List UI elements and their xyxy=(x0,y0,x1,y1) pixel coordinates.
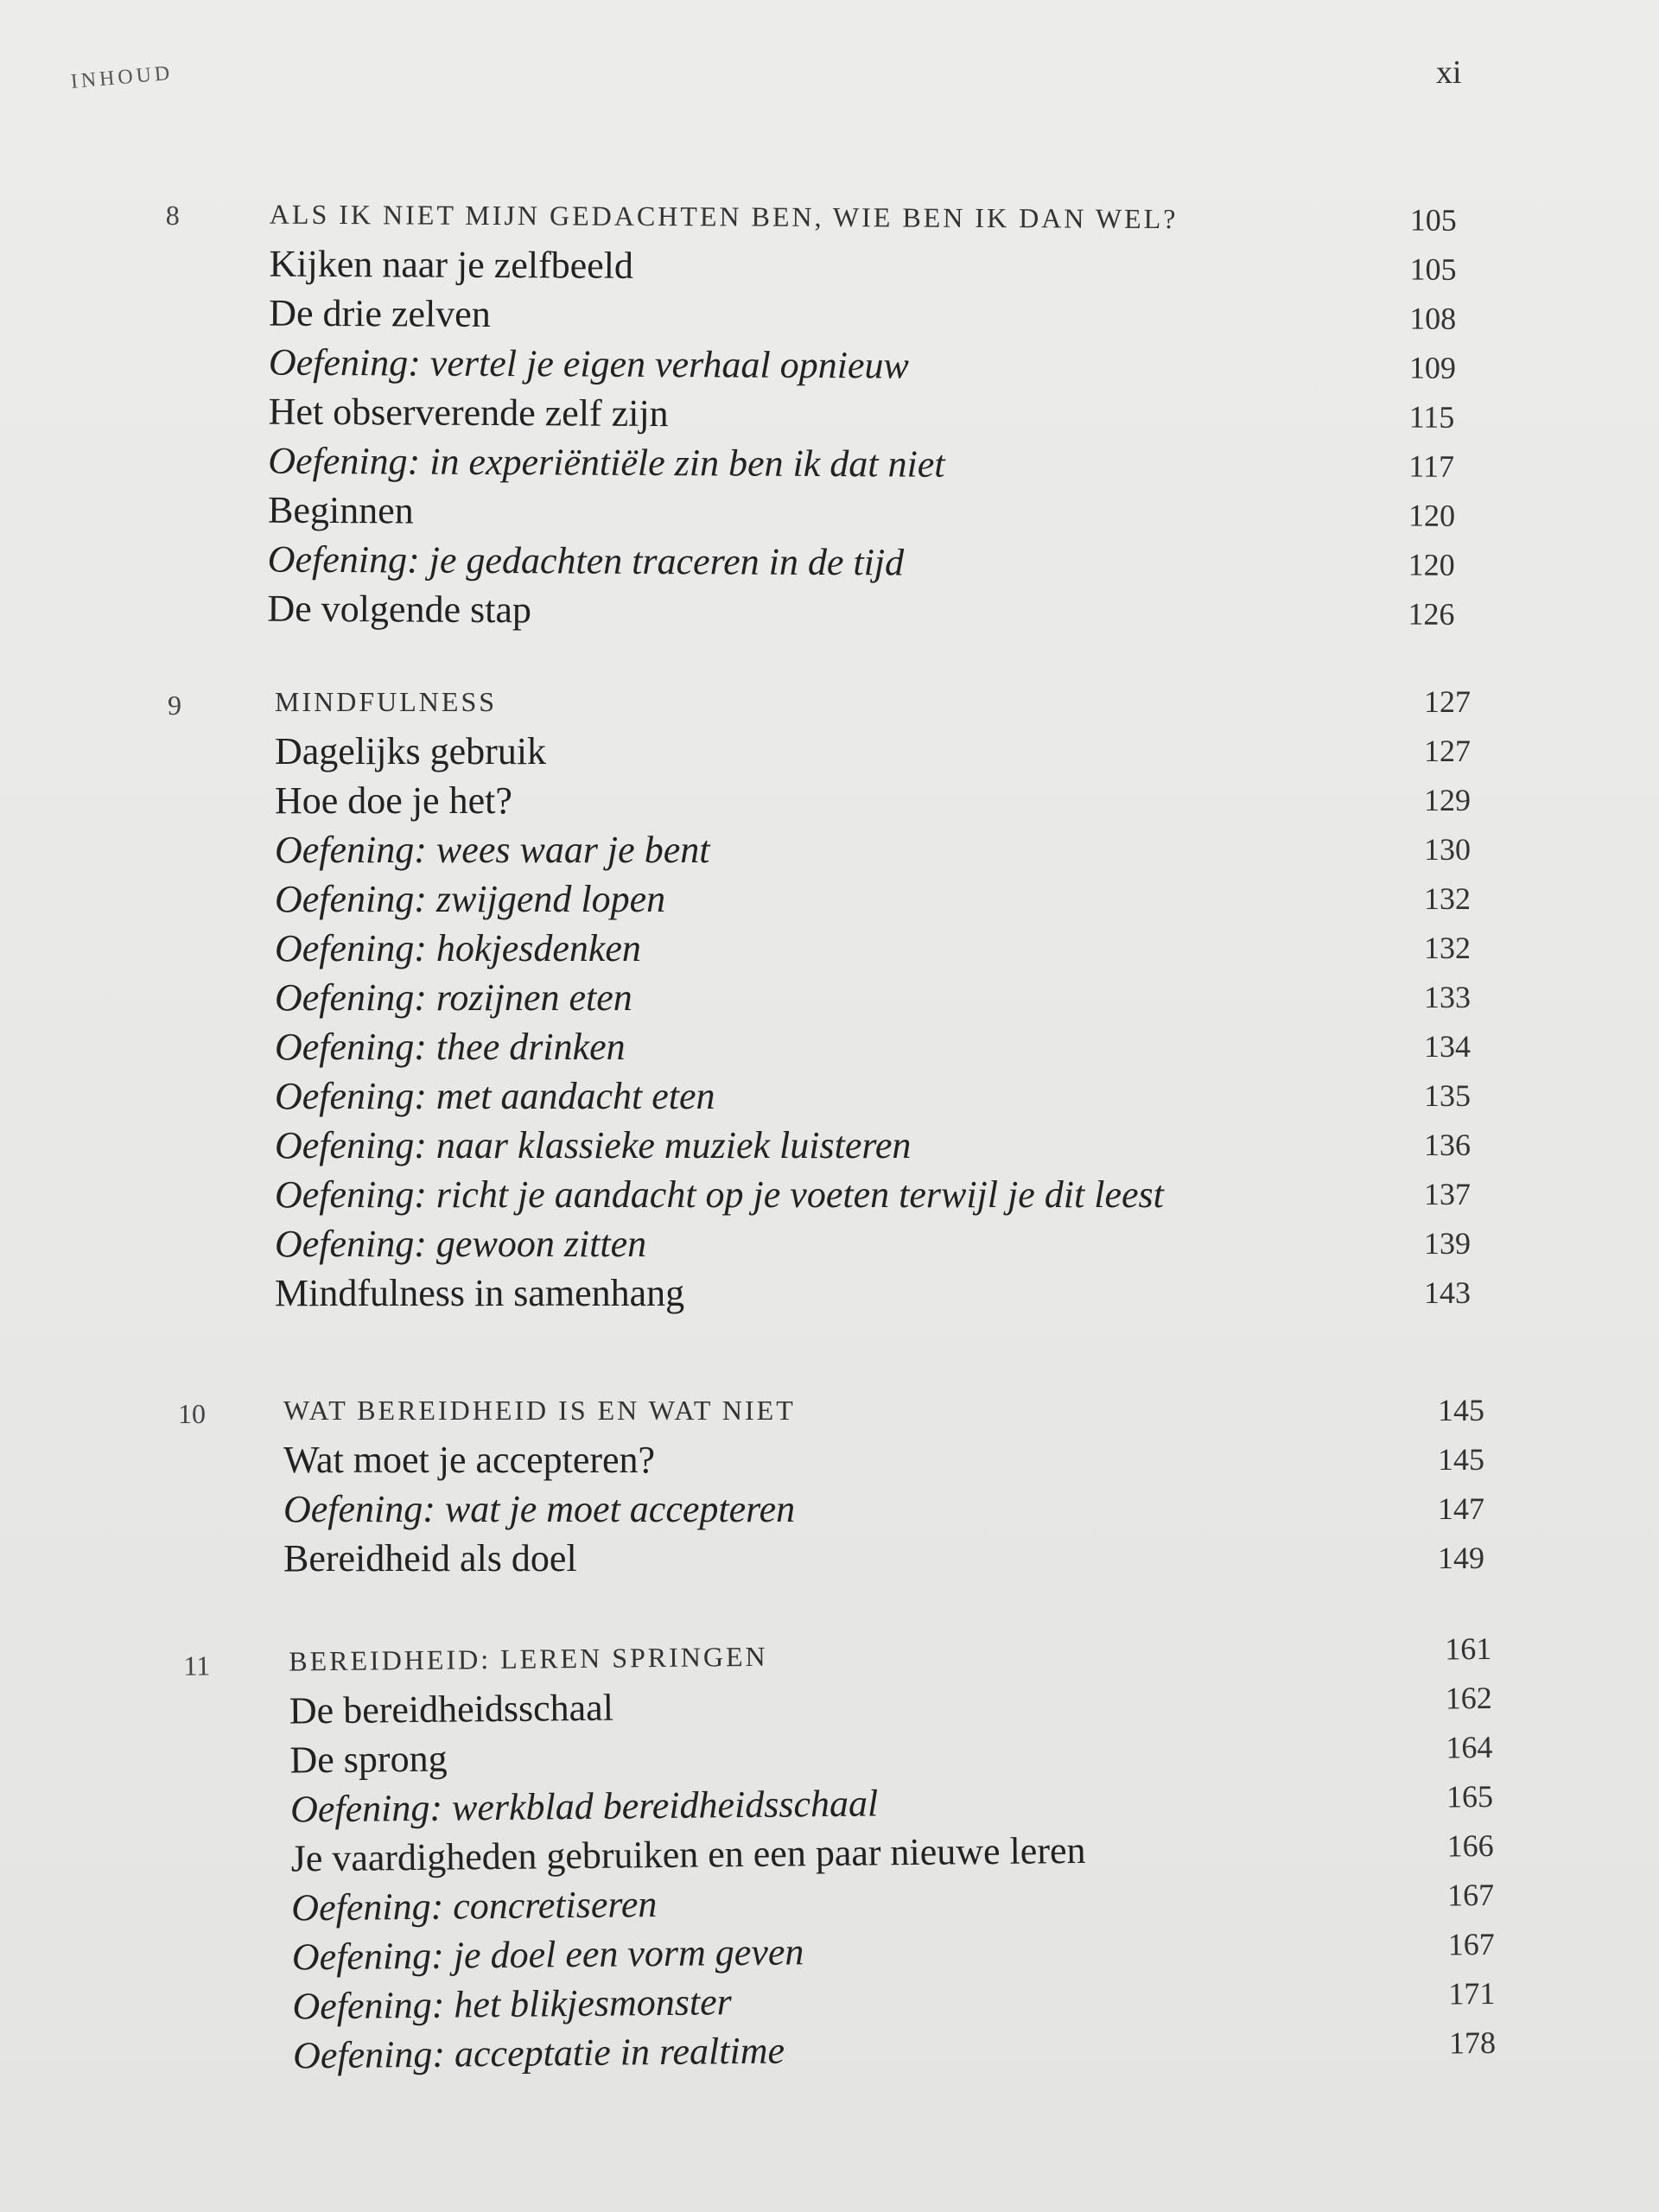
toc-exercise-entry[interactable] xyxy=(0,533,1657,591)
entry-label: Dagelijks gebruik xyxy=(275,730,547,772)
page-ref: 167 xyxy=(1446,1877,1495,1913)
page-ref: 115 xyxy=(1408,399,1455,435)
entry-label: Oefening: in experiëntiële zin ben ik dat niet xyxy=(268,439,945,486)
entry-label: De drie zelven xyxy=(269,291,491,335)
entry-label: De bereidheidsschaal xyxy=(289,1686,614,1732)
page-ref: 149 xyxy=(1438,1541,1484,1575)
page-ref: 136 xyxy=(1424,1128,1471,1162)
entry-label: Kijken naar je zelfbeeld xyxy=(269,242,634,287)
entry-label: Oefening: rozijnen eten xyxy=(275,976,632,1019)
page-ref: 120 xyxy=(1408,547,1455,582)
page-ref: 171 xyxy=(1448,1975,1496,2012)
entry-label: Je vaardigheden gebruiken en een paar nieuwe leren xyxy=(290,1828,1086,1880)
entry-label: Oefening: gewoon zitten xyxy=(275,1223,647,1265)
page-ref: 127 xyxy=(1424,734,1471,768)
entry-label: Oefening: hokjesdenken xyxy=(275,927,641,969)
chapter-11 xyxy=(0,1623,1659,2083)
toc-exercise-entry[interactable] xyxy=(0,825,1659,874)
page-ref: 161 xyxy=(1444,1630,1492,1667)
page-ref: 108 xyxy=(1409,301,1457,336)
page-ref: 166 xyxy=(1446,1827,1494,1864)
chapter-10 xyxy=(0,1386,1659,1583)
page-ref: 162 xyxy=(1445,1680,1493,1716)
page-ref: 167 xyxy=(1447,1926,1495,1962)
toc-exercise-entry[interactable] xyxy=(0,1071,1659,1121)
page-ref: 120 xyxy=(1408,498,1456,533)
chapter-8 xyxy=(0,188,1659,640)
page-ref: 132 xyxy=(1424,931,1471,965)
page-ref: 117 xyxy=(1408,448,1455,484)
toc-exercise-entry[interactable] xyxy=(0,1484,1659,1534)
entry-label: Mindfulness in samenhang xyxy=(275,1272,685,1314)
entry-label: Bereidheid als doel xyxy=(283,1537,577,1580)
toc-entry[interactable] xyxy=(0,1268,1659,1318)
entry-label: Wat moet je accepteren? xyxy=(283,1439,656,1481)
page-ref: 105 xyxy=(1409,202,1457,238)
page-ref: 164 xyxy=(1446,1729,1493,1765)
entry-label: De volgende stap xyxy=(267,587,532,632)
toc-entry[interactable] xyxy=(0,582,1657,640)
toc-entry[interactable] xyxy=(0,776,1659,825)
toc-entry[interactable] xyxy=(0,1435,1659,1484)
toc-exercise-entry[interactable] xyxy=(0,336,1658,394)
toc-exercise-entry[interactable] xyxy=(0,973,1659,1022)
page-ref: 105 xyxy=(1409,251,1457,287)
chapter-title: WAT BEREIDHEID IS EN WAT NIET xyxy=(283,1395,796,1426)
page-ref: 139 xyxy=(1424,1226,1471,1261)
entry-label: Oefening: werkblad bereidheidsschaal xyxy=(289,1782,879,1831)
entry-label: Oefening: acceptatie in realtime xyxy=(292,2029,785,2077)
page-ref: 178 xyxy=(1448,2024,1497,2061)
chapter-number: 11 xyxy=(183,1649,211,1681)
chapter-title-row[interactable] xyxy=(0,677,1659,727)
chapter-title: ALS IK NIET MIJN GEDACHTEN BEN, WIE BEN IK DAN WEL? xyxy=(269,198,1179,235)
toc-exercise-entry[interactable] xyxy=(0,924,1659,973)
page-ref: 132 xyxy=(1424,881,1471,916)
toc-entry[interactable] xyxy=(0,484,1657,542)
page-ref: 147 xyxy=(1438,1491,1484,1526)
toc-exercise-entry[interactable] xyxy=(0,1170,1659,1219)
entry-label: Oefening: naar klassieke muziek luisteren xyxy=(275,1124,912,1166)
toc-entry[interactable] xyxy=(0,385,1658,443)
chapter-title: MINDFULNESS xyxy=(275,686,498,717)
page-ref: 133 xyxy=(1424,980,1471,1014)
chapter-number: 8 xyxy=(165,200,180,232)
page-ref: 165 xyxy=(1446,1778,1494,1815)
page-ref: 130 xyxy=(1424,832,1471,867)
toc-entry[interactable] xyxy=(0,727,1659,776)
page-ref: 126 xyxy=(1408,596,1455,632)
entry-label: Het observerende zelf zijn xyxy=(268,390,669,435)
chapter-number: 10 xyxy=(178,1398,206,1429)
entry-label: Oefening: met aandacht eten xyxy=(275,1075,715,1117)
entry-label: Oefening: het blikjesmonster xyxy=(292,1980,733,2028)
page-number: xi xyxy=(1436,54,1462,91)
entry-label: Oefening: je gedachten traceren in de tijd xyxy=(267,537,905,584)
toc-entry[interactable] xyxy=(0,1534,1659,1583)
chapter-number: 9 xyxy=(168,690,181,721)
entry-label: Oefening: je doel een vorm geven xyxy=(291,1930,804,1979)
entry-label: Oefening: concretiseren xyxy=(291,1883,658,1929)
page-ref: 129 xyxy=(1424,783,1471,817)
entry-label: Oefening: wees waar je bent xyxy=(275,829,710,871)
chapter-9 xyxy=(0,677,1659,1318)
entry-label: Oefening: zwijgend lopen xyxy=(275,878,666,920)
toc-exercise-entry[interactable] xyxy=(0,1219,1659,1268)
page-ref: 134 xyxy=(1424,1029,1471,1064)
entry-label: Oefening: richt je aandacht op je voeten terwijl je dit leest xyxy=(275,1173,1164,1216)
entry-label: Oefening: wat je moet accepteren xyxy=(283,1488,796,1530)
entry-label: Hoe doe je het? xyxy=(275,779,512,822)
page-ref: 135 xyxy=(1424,1078,1471,1113)
page-ref: 137 xyxy=(1424,1177,1471,1211)
entry-label: Oefening: thee drinken xyxy=(275,1026,626,1068)
page-ref: 109 xyxy=(1408,350,1457,385)
toc-exercise-entry[interactable] xyxy=(0,435,1657,493)
toc-exercise-entry[interactable] xyxy=(0,1121,1659,1170)
toc-entry[interactable] xyxy=(0,287,1658,345)
page-ref: 145 xyxy=(1438,1393,1484,1427)
toc-exercise-entry[interactable] xyxy=(0,874,1659,924)
toc-entry[interactable] xyxy=(0,238,1659,296)
page-ref: 143 xyxy=(1424,1275,1471,1310)
entry-label: Beginnen xyxy=(267,488,414,532)
page-ref: 145 xyxy=(1438,1442,1484,1477)
chapter-title-row[interactable] xyxy=(0,188,1659,246)
toc-exercise-entry[interactable] xyxy=(0,1022,1659,1071)
entry-label: Oefening: vertel je eigen verhaal opnieuw xyxy=(268,340,909,387)
chapter-title-row[interactable] xyxy=(0,1386,1659,1435)
page-ref: 127 xyxy=(1424,684,1471,719)
chapter-title: BEREIDHEID: LEREN SPRINGEN xyxy=(289,1640,768,1677)
entry-label: De sprong xyxy=(289,1737,448,1782)
running-head: INHOUD xyxy=(69,61,175,93)
